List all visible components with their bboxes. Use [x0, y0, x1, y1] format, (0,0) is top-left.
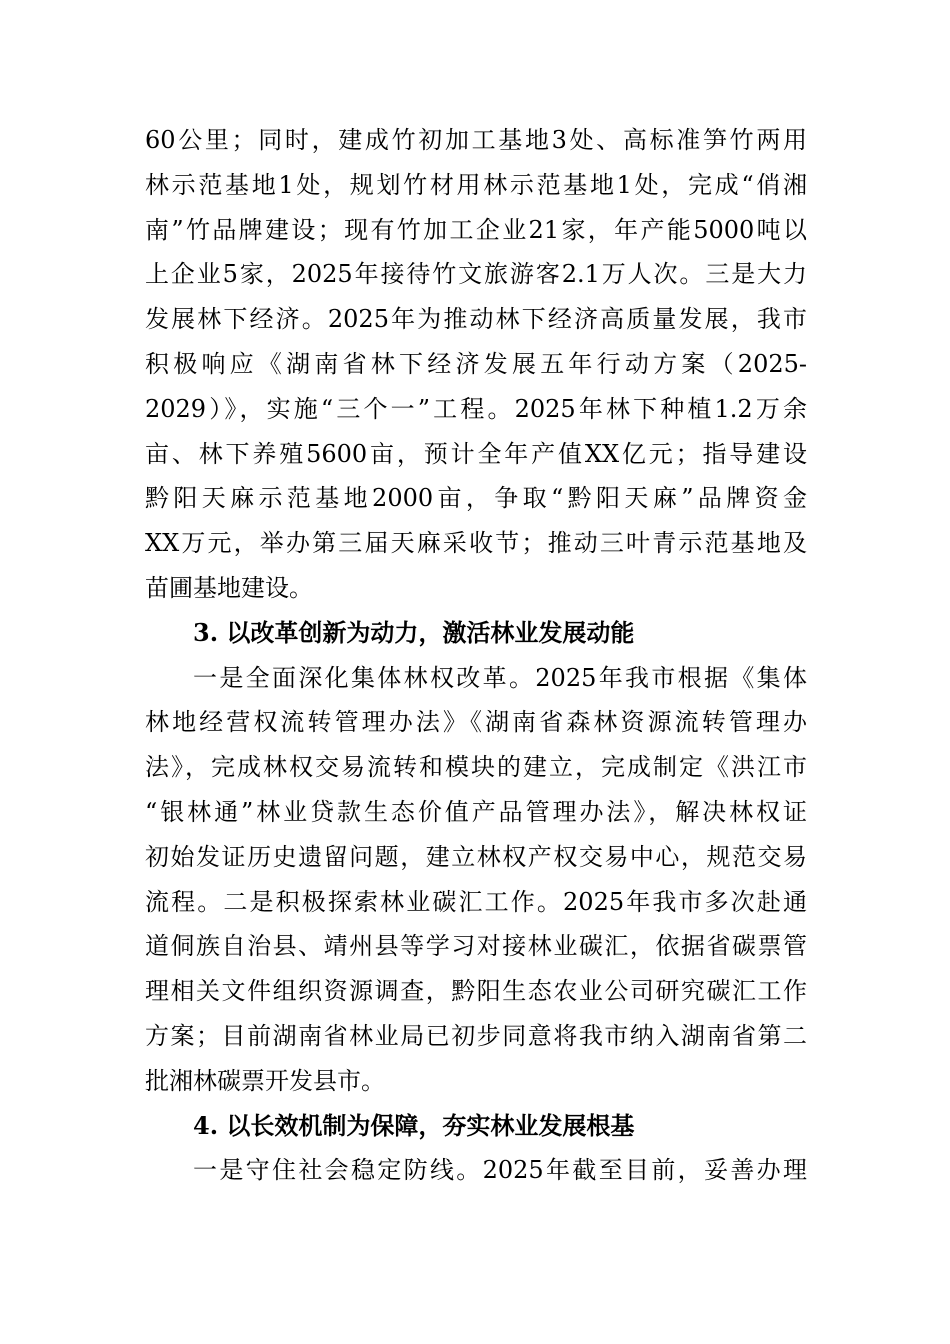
- text-line: 发展林下经济。2025年为推动林下经济高质量发展，我市: [145, 305, 807, 334]
- text-line: “银林通”林业贷款生态价值产品管理办法》，解决林权证: [145, 797, 807, 826]
- text-line: 流程。二是积极探索林业碳汇工作。2025年我市多次赴通: [145, 887, 807, 916]
- text-line: 林地经营权流转管理办法》《湖南省森林资源流转管理办: [145, 708, 807, 737]
- text-line: 法》，完成林权交易流转和模块的建立，完成制定《洪江市: [145, 753, 807, 782]
- text-line: 苗圃基地建设。: [145, 573, 313, 602]
- text-line: 一是全面深化集体林权改革。2025年我市根据《集体: [193, 663, 807, 692]
- paragraph-long-term-mechanism: [145, 1148, 807, 1193]
- paragraph-reform-innovation: [145, 656, 807, 1104]
- text-line: 亩、林下养殖5600亩，预计全年产值XX亿元；指导建设: [145, 439, 807, 468]
- text-line: 南”竹品牌建设；现有竹加工企业21家，年产能5000吨以: [145, 215, 807, 244]
- text-line: 上企业5家，2025年接待竹文旅游客2.1万人次。三是大力: [145, 260, 807, 289]
- section-heading-4: 4. 以长效机制为保障，夯实林业发展根基: [193, 1110, 635, 1140]
- text-line: 一是守住社会稳定防线。2025年截至目前，妥善办理: [193, 1156, 807, 1185]
- text-line: 林示范基地1处，规划竹材用林示范基地1处，完成“俏湘: [145, 170, 807, 199]
- text-line: 积极响应《湖南省林下经济发展五年行动方案（2025-: [145, 349, 807, 378]
- text-line: 初始发证历史遗留问题，建立林权产权交易中心，规范交易: [145, 842, 807, 871]
- text-line: XX万元，举办第三届天麻采收节；推动三叶青示范基地及: [145, 529, 807, 558]
- paragraph-forestry-industry: [145, 118, 807, 611]
- text-line: 批湘林碳票开发县市。: [145, 1066, 385, 1095]
- text-line: 道侗族自治县、靖州县等学习对接林业碳汇，依据省碳票管: [145, 932, 807, 961]
- section-heading-3: 3. 以改革创新为动力，激活林业发展动能: [193, 617, 635, 647]
- document-body: [145, 118, 807, 1193]
- text-line: 黔阳天麻示范基地2000亩，争取“黔阳天麻”品牌资金: [145, 484, 807, 513]
- text-line: 方案；目前湖南省林业局已初步同意将我市纳入湖南省第二: [145, 1021, 807, 1050]
- text-line: 60公里；同时，建成竹初加工基地3处、高标准笋竹两用: [145, 126, 807, 154]
- text-line: 理相关文件组织资源调查，黔阳生态农业公司研究碳汇工作: [145, 977, 807, 1006]
- text-line: 2029）》，实施“三个一”工程。2025年林下种植1.2万余: [145, 394, 807, 423]
